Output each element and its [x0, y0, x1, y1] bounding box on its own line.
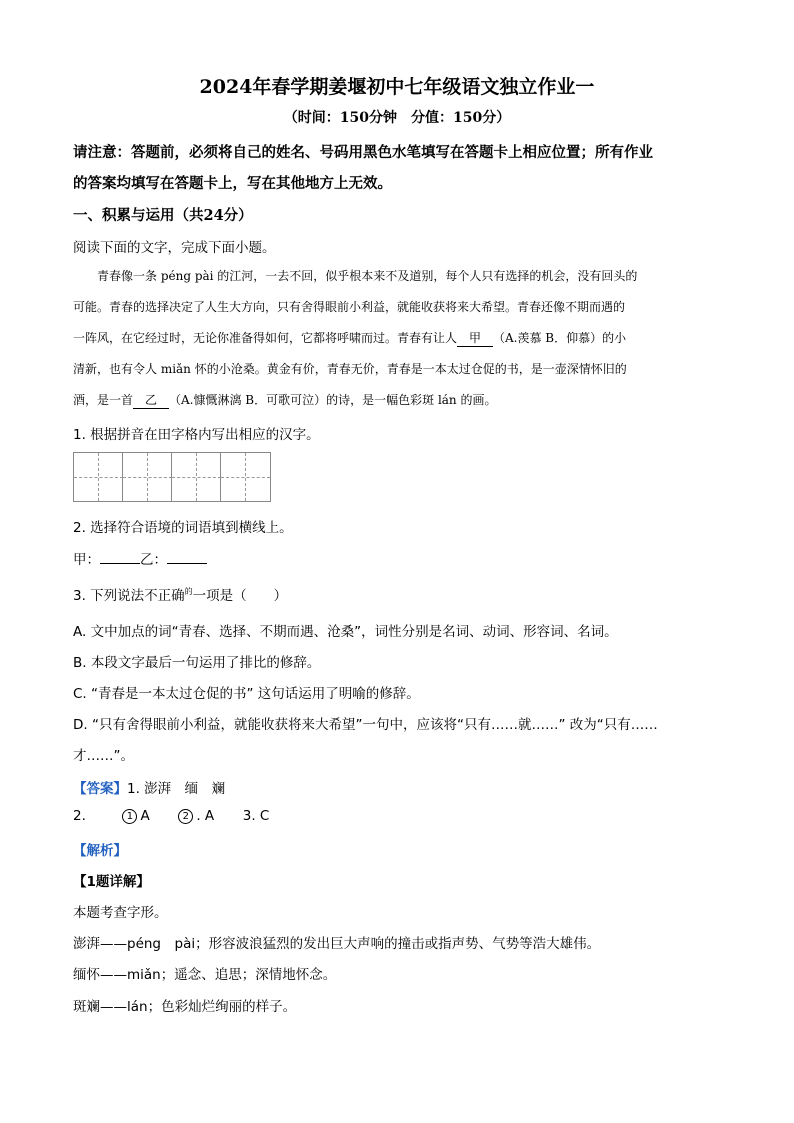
- notice-line-2: 的答案均填写在答题卡上，写在其他地方上无效。: [73, 175, 392, 192]
- option-b: B. 本段文字最后一句运用了排比的修辞。: [73, 655, 321, 671]
- circled-number: 1: [122, 809, 137, 824]
- grid-cell[interactable]: [221, 453, 270, 501]
- analysis-label: 【解析】: [73, 843, 127, 859]
- time-score-info: （时间：150分钟 分值：150分）: [283, 110, 511, 126]
- fill-blank-yi[interactable]: [167, 551, 207, 564]
- passage-line-5: 酒，是一首 乙 （A.慷慨淋漓 B．可歌可泣）的诗，是一幅色彩斑 lán 的画。: [73, 393, 497, 407]
- answer-line-1: 【答案】1. 澎湃 缅 斓: [73, 781, 226, 797]
- passage-line-3: 一阵风，在它经过时，无论你准备得如何，它都将呼啸而过。青春有让人 甲 （A.羡慕 B．仰慕）的小: [73, 331, 627, 345]
- detail-title: 【1题详解】: [73, 874, 150, 890]
- grid-cell[interactable]: [172, 453, 221, 501]
- circled-number: 2: [178, 809, 193, 824]
- tian-zi-grid[interactable]: [73, 452, 271, 502]
- option-c: C. “青春是一本太过仓促的书” 这句话运用了明喻的修辞。: [73, 686, 420, 702]
- analysis-item-3: 斑斓——lán；色彩灿烂绚丽的样子。: [73, 999, 297, 1015]
- option-a: A. 文中加点的词“青春、选择、不期而遇、沧桑”，词性分别是名词、动词、形容词、名词。: [73, 624, 618, 640]
- analysis-item-1: 澎湃——péng pài；形容波浪猛烈的发出巨大声响的撞击或指声势、气势等浩大雄伟。: [73, 936, 601, 952]
- fill-blank-jia[interactable]: [100, 551, 140, 564]
- passage-line-2: 可能。青春的选择决定了人生大方向，只有舍得眼前小利益，就能收获将来大希望。青春还像不期而遇的: [73, 300, 626, 314]
- option-d-line-1: D. “只有舍得眼前小利益，就能收获将来大希望”一句中，应该将“只有……就……” 改为“只有……: [73, 717, 658, 733]
- passage-line-4: 清新，也有令人 miǎn 怀的小沧桑。黄金有价，青春无价，青春是一本太过仓促的书，是一壶深情怀旧的: [73, 362, 627, 376]
- option-d-line-2: 才……”。: [73, 748, 134, 764]
- question-2: 2. 选择符合语境的词语填到横线上。: [73, 520, 293, 536]
- blank-jia: 甲: [457, 329, 493, 347]
- question-3: 3. 下列说法不正确$^的$一项是（ ）: [73, 587, 288, 604]
- grid-cell[interactable]: [74, 453, 123, 501]
- page-title: 2024年春学期姜堰初中七年级语文独立作业一: [199, 76, 595, 98]
- answer-label: 【答案】: [73, 781, 127, 797]
- section-heading: 一、积累与运用（共24分）: [73, 207, 253, 224]
- passage-line-1: 青春像一条 péng pài 的江河，一去不回，似乎根本来不及道别，每个人只有选择的机会，没有回头的: [73, 269, 638, 283]
- grid-cell[interactable]: [123, 453, 172, 501]
- notice-line-1: 请注意：答题前，必须将自己的姓名、号码用黑色水笔填写在答题卡上相应位置；所有作业: [73, 144, 653, 161]
- reading-instruction: 阅读下面的文字，完成下面小题。: [73, 240, 276, 256]
- analysis-intro: 本题考查字形。: [73, 905, 168, 921]
- question-1: 1. 根据拼音在田字格内写出相应的汉字。: [73, 427, 320, 443]
- analysis-item-2: 缅怀——miǎn；遥念、追思；深情地怀念。: [73, 967, 337, 983]
- question-2-fill: 甲： 乙：: [73, 548, 207, 568]
- answer-line-2: 2. 1 A 2 . A 3. C: [73, 808, 270, 824]
- blank-yi: 乙: [133, 391, 169, 409]
